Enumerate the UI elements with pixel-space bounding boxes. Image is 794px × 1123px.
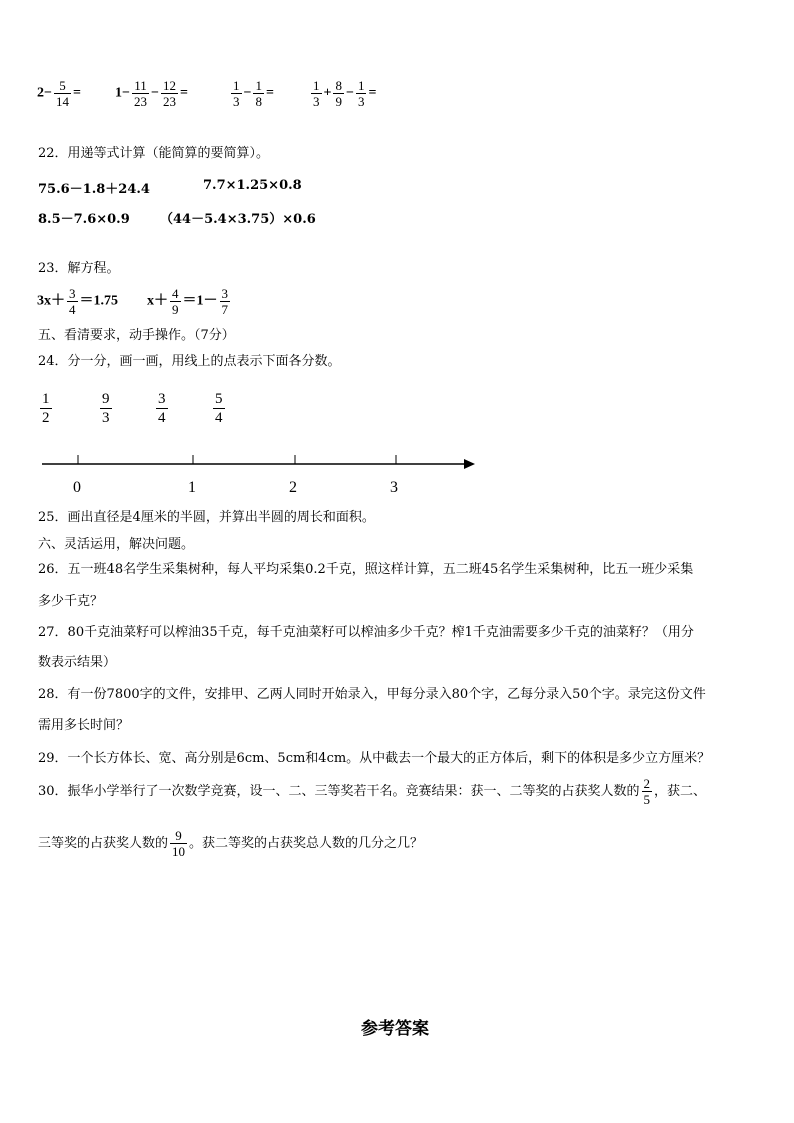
calc-expr-2 [115, 78, 188, 109]
equals-sign: = [72, 85, 81, 101]
axis-label-3: 3 [390, 479, 398, 496]
fraction [67, 286, 78, 317]
denominator: 23 [162, 94, 176, 109]
fraction [356, 78, 367, 109]
q23-equation-2 [147, 286, 232, 317]
numerator: 3 [69, 286, 76, 301]
fraction [54, 78, 71, 109]
numerator: 1 [233, 78, 240, 93]
expr-text: ＝1.75 [79, 293, 118, 309]
numerator: 1 [42, 391, 50, 407]
fraction [253, 78, 264, 109]
numerator: 4 [172, 286, 179, 301]
expr-text: 1− [115, 85, 130, 101]
q30-text: 三等奖的占获奖人数的 [38, 836, 169, 851]
q29: 29．一个长方体长、宽、高分别是6cm、5cm和4cm。从中截去一个最大的正方体后，剩下的体积是多少立方厘米？ [38, 751, 711, 766]
fraction [161, 78, 178, 109]
equals-sign: = [265, 85, 274, 101]
numerator: 1 [313, 78, 320, 93]
denominator: 4 [158, 410, 166, 426]
denominator: 5 [643, 792, 651, 807]
section-6-heading: 六、灵活运用，解决问题。 [38, 537, 195, 552]
q23-equation-1 [37, 286, 118, 317]
q23-title: 23．解方程。 [38, 261, 120, 276]
q22-expr-a: 75.6－1.8＋24.4 [38, 182, 150, 197]
denominator: 9 [172, 302, 179, 317]
q24-title: 24．分一分，画一画，用线上的点表示下面各分数。 [38, 354, 341, 369]
denominator: 10 [172, 844, 186, 859]
denominator: 7 [221, 302, 228, 317]
numerator: 5 [215, 391, 223, 407]
operator: − [243, 85, 252, 101]
operator: − [345, 85, 354, 101]
denominator: 3 [357, 94, 365, 109]
q30-text: ，获二、 [654, 784, 707, 799]
numerator: 9 [175, 828, 182, 843]
fraction [170, 828, 187, 859]
numerator: 11 [134, 78, 147, 93]
q24-fraction-4 [211, 390, 227, 427]
numerator: 3 [221, 286, 228, 301]
answer-heading: 参考答案 [361, 1019, 429, 1039]
denominator: 8 [255, 94, 262, 109]
expr-text: ＝1－ [182, 293, 218, 309]
denominator: 23 [133, 94, 147, 109]
operator: + [323, 85, 332, 101]
fraction [333, 78, 344, 109]
numerator: 1 [357, 78, 365, 93]
section-5-heading: 五、看清要求，动手操作。（7分） [38, 328, 235, 343]
q28-line-2: 需用多长时间？ [38, 718, 130, 733]
denominator: 4 [215, 410, 223, 426]
fraction [132, 78, 149, 109]
denominator: 9 [335, 94, 342, 109]
axis-label-2: 2 [289, 479, 297, 496]
fraction [170, 286, 181, 317]
number-line [0, 450, 500, 480]
numerator: 2 [643, 776, 651, 791]
q27-line-2: 数表示结果） [38, 655, 117, 670]
denominator: 4 [69, 302, 76, 317]
q22-expr-d: （44－5.4×3.75）×0.6 [160, 212, 316, 227]
q30-line-1 [38, 776, 706, 807]
denominator: 3 [102, 410, 110, 426]
fraction [311, 78, 322, 109]
arrow-head-icon [464, 459, 475, 469]
denominator: 14 [55, 94, 69, 109]
denominator: 2 [42, 410, 50, 426]
expr-text: 2− [37, 85, 52, 101]
axis-label-1: 1 [188, 479, 196, 496]
expr-text: x＋ [147, 293, 168, 309]
q30-text: 。获二等奖的占获奖总人数的几分之几？ [189, 836, 424, 851]
numerator: 9 [102, 391, 110, 407]
q27-line-1: 27．80千克油菜籽可以榨油35千克，每千克油菜籽可以榨油多少千克？榨1千克油需要多少千克的油菜籽？（用分 [38, 625, 694, 640]
q22-expr-c: 8.5－7.6×0.9 [38, 212, 130, 227]
q26-line-2: 多少千克？ [38, 594, 104, 609]
fraction [231, 78, 242, 109]
q28-line-1: 28．有一份7800字的文件，安排甲、乙两人同时开始录入，甲每分录入80个字，乙每分录入50个字。录完这份文件 [38, 687, 706, 702]
q24-fraction-2 [98, 390, 114, 427]
q22-expr-b: 7.7×1.25×0.8 [203, 178, 302, 193]
calc-expr-1 [37, 78, 81, 109]
q24-fraction-3 [154, 390, 170, 427]
operator: − [150, 85, 159, 101]
equals-sign: = [179, 85, 188, 101]
q26-line-1: 26．五一班48名学生采集树种，每人平均采集0.2千克，照这样计算，五二班45名学生采集树种，比五一班少采集 [38, 562, 694, 577]
denominator: 3 [313, 94, 320, 109]
calc-expr-4 [309, 78, 376, 109]
expr-text: 3x＋ [37, 293, 65, 309]
axis-label-0: 0 [73, 479, 81, 496]
numerator: 8 [335, 78, 342, 93]
denominator: 3 [233, 94, 240, 109]
q24-fraction-1 [38, 390, 54, 427]
equals-sign: = [368, 85, 377, 101]
fraction [642, 776, 653, 807]
q30-line-2 [38, 828, 423, 859]
numerator: 3 [158, 391, 166, 407]
numerator: 1 [255, 78, 262, 93]
numerator: 5 [59, 78, 66, 93]
q22-title: 22．用递等式计算（能简算的要简算）。 [38, 146, 270, 161]
calc-expr-3 [229, 78, 274, 109]
q30-text: 30．振华小学举行了一次数学竞赛，设一、二、三等奖若干名。竞赛结果：获一、二等奖的占获奖人数的 [38, 784, 640, 799]
fraction [220, 286, 231, 317]
q25: 25．画出直径是4厘米的半圆，并算出半圆的周长和面积。 [38, 510, 375, 525]
numerator: 12 [162, 78, 176, 93]
